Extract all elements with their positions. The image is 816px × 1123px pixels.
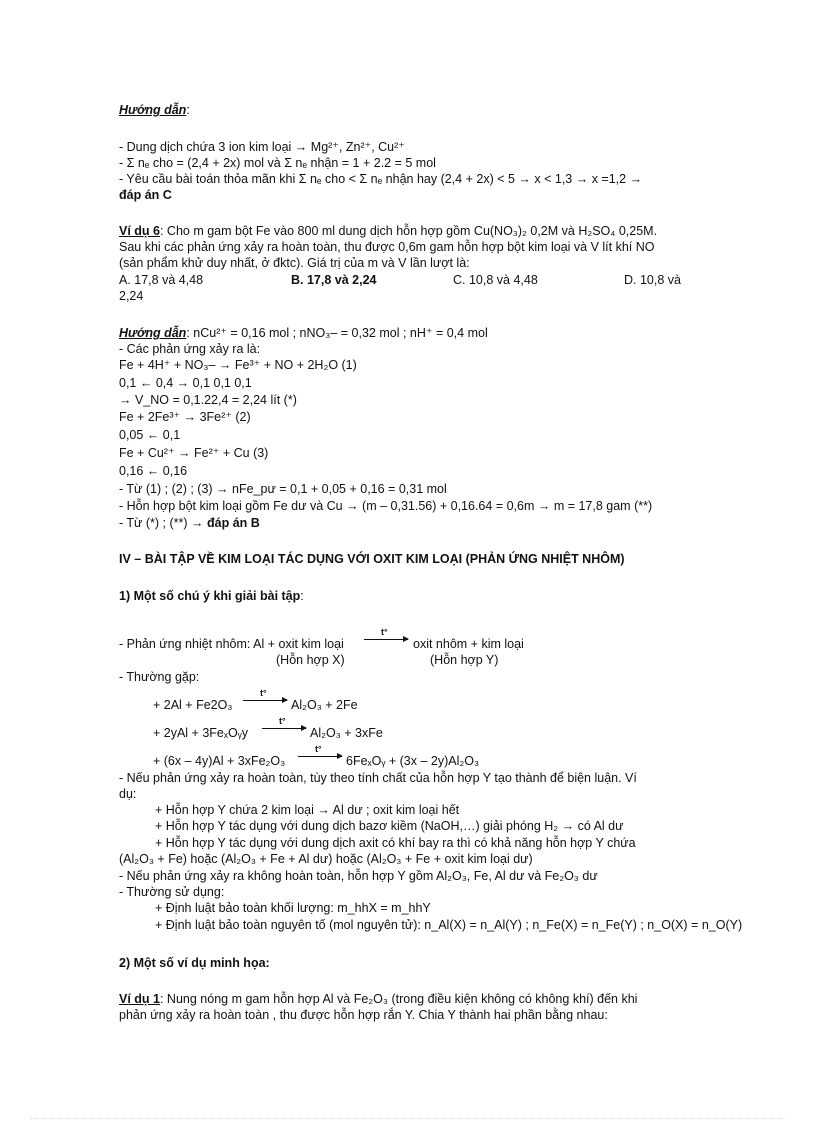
right-arrow-icon: [243, 700, 287, 701]
right-arrow-icon: [262, 728, 306, 729]
reaction2-right: Al₂O₃ + 3xFe: [310, 726, 383, 740]
text-line: → V_NO = 0,1.22,4 = 2,24 lít (*): [119, 393, 297, 407]
text-line: - Các phản ứng xảy ra là:: [119, 342, 261, 356]
option-d-cont: 2,24: [119, 289, 144, 303]
example1-label: Ví dụ 1: [119, 992, 160, 1006]
solution-heading-line: [119, 326, 488, 341]
text-line: - Nếu phản ứng xảy ra hoàn toàn, tùy theo tính chất của hỗn hợp Y tạo thành để biện luận. Ví: [119, 771, 637, 785]
reaction-right: oxit nhôm + kim loại: [413, 637, 524, 651]
equation-3: Fe + Cu²⁺ → Fe²⁺ + Cu (3): [119, 446, 269, 460]
text-line: + Hỗn hợp Y chứa 2 kim loại → Al dư ; oxit kim loại hết: [155, 803, 460, 817]
equation-1: Fe + 4H⁺ + NO₃– → Fe³⁺ + NO + 2H₂O (1): [119, 358, 357, 372]
reaction1-left: + 2Al + Fe2O₃: [153, 698, 233, 712]
right-arrow-icon: [298, 756, 342, 757]
option-b: B. 17,8 và 2,24: [291, 273, 377, 287]
text-line: - Từ (1) ; (2) ; (3) → nFe_pư = 0,1 + 0,05 + 0,16 = 0,31 mol: [119, 482, 447, 496]
mixture-y: (Hỗn hợp Y): [430, 653, 499, 667]
heat-label: t°: [381, 627, 388, 637]
reaction1-arrow: [243, 688, 289, 708]
right-arrow-icon: [364, 639, 408, 640]
heat-label: t°: [260, 688, 267, 698]
text-line: 0,1 ← 0,4 → 0,1 0,1 0,1: [119, 376, 252, 390]
text-line: + Định luật bảo toàn nguyên tố (mol nguyên tử): n_Al(X) = n_Al(Y) ; n_Fe(X) = n_Fe(Y) ; n_O(X) = n_O(Y): [155, 918, 743, 932]
text-line: + Hỗn hợp Y tác dụng với dung dịch bazơ kiềm (NaOH,…) giải phóng H₂ → có Al dư: [155, 819, 624, 833]
example1-text: : Nung nóng m gam hỗn hợp Al và Fe₂O₃ (trong điều kiện không có không khí) đến khi: [159, 992, 638, 1006]
reaction2-left: + 2yAl + 3FeₓOᵧy: [153, 726, 248, 740]
text-line: - Dung dịch chứa 3 ion kim loại → Mg²⁺, Zn²⁺, Cu²⁺: [119, 140, 405, 154]
reaction-arrow: [364, 627, 410, 647]
text-line: + Hỗn hợp Y tác dụng với dung dịch axit có khí bay ra thì có khả năng hỗn hợp Y chứa: [155, 836, 636, 850]
text-line: - Yêu cầu bài toán thỏa mãn khi Σ nₑ cho < Σ nₑ nhận hay (2,4 + 2x) < 5 → x < 1,3 → x =1,2 →: [119, 172, 643, 186]
reaction2-arrow: [262, 716, 308, 736]
mixture-x: (Hỗn hợp X): [276, 653, 345, 667]
example6-label: Ví dụ 6: [119, 224, 160, 238]
heat-label: t°: [315, 744, 322, 754]
text-line: - Thường sử dụng:: [119, 885, 225, 899]
text-line: phản ứng xảy ra hoàn toàn , thu được hỗn hợp rắn Y. Chia Y thành hai phần bằng nhau:: [119, 1008, 608, 1022]
text-line: 0,16 ← 0,16: [119, 464, 188, 478]
option-c: C. 10,8 và 4,48: [453, 273, 538, 287]
section-title: IV – BÀI TẬP VỀ KIM LOẠI TÁC DỤNG VỚI OXIT KIM LOẠI (PHẢN ỨNG NHIỆT NHÔM): [119, 552, 625, 566]
option-d: D. 10,8 và: [624, 273, 681, 287]
text-line: - Hỗn hợp bột kim loại gồm Fe dư và Cu → (m – 0,31.56) + 0,16.64 = 0,6m → m = 17,8 gam (**): [119, 499, 653, 513]
example1-line1: [119, 992, 637, 1007]
example6-line1: [119, 224, 657, 239]
subheading-1: [119, 589, 304, 604]
subheading-1-text: 1) Một số chú ý khi giải bài tập: [119, 589, 301, 603]
page-divider: [30, 1118, 786, 1119]
text-line: - Nếu phản ứng xảy ra không hoàn toàn, hỗn hợp Y gồm Al₂O₃, Fe, Al dư và Fe₂O₃ dư: [119, 869, 598, 883]
text-line: Sau khi các phản ứng xảy ra hoàn toàn, thu được 0,6m gam hỗn hợp bột kim loại và V lít khí NO: [119, 240, 655, 254]
solution-heading: Hướng dẫn: [119, 326, 187, 340]
text-line: 0,05 ← 0,1: [119, 428, 181, 442]
text-line: dụ:: [119, 787, 137, 801]
conclusion-line: [119, 516, 260, 531]
reaction3-arrow: [298, 744, 344, 764]
reaction3-left: + (6x – 4y)Al + 3xFe₂O₃: [153, 754, 286, 768]
answer-b: đáp án B: [207, 516, 260, 530]
example6-text: : Cho m gam bột Fe vào 800 ml dung dịch hỗn hợp gồm Cu(NO₃)₂ 0,2M và H₂SO₄ 0,25M.: [159, 224, 658, 238]
option-a: A. 17,8 và 4,48: [119, 273, 204, 287]
reaction-left: - Phản ứng nhiệt nhôm: Al + oxit kim loại: [119, 637, 344, 651]
text-line: + Định luật bảo toàn khối lượng: m_hhX = m_hhY: [155, 901, 431, 915]
answer-c: đáp án C: [119, 188, 172, 202]
conclusion-text: - Từ (*) ; (**) →: [119, 516, 207, 530]
reaction3-right: 6FeₓOᵧ + (3x – 2y)Al₂O₃: [346, 754, 480, 768]
equation-2: Fe + 2Fe³⁺ → 3Fe²⁺ (2): [119, 410, 251, 424]
reaction1-right: Al₂O₃ + 2Fe: [291, 698, 358, 712]
subheading-2: 2) Một số ví dụ minh họa:: [119, 956, 270, 970]
heat-label: t°: [279, 716, 286, 726]
subheading-1-colon: :: [300, 589, 304, 603]
text-line: (Al₂O₃ + Fe) hoặc (Al₂O₃ + Fe + Al dư) hoặc (Al₂O₃ + Fe + oxit kim loại dư): [119, 852, 533, 866]
common-label: - Thường gặp:: [119, 670, 200, 684]
text-line: - Σ nₑ cho = (2,4 + 2x) mol và Σ nₑ nhận = 1 + 2.2 = 5 mol: [119, 156, 436, 170]
solution-head-rest: : nCu²⁺ = 0,16 mol ; nNO₃– = 0,32 mol ; nH⁺ = 0,4 mol: [186, 326, 488, 340]
text-line: (sản phẩm khử duy nhất, ở đktc). Giá trị của m và V lần lượt là:: [119, 256, 470, 270]
guide-heading-line: Hướng dẫn:: [119, 103, 190, 117]
guide-heading: Hướng dẫn: [119, 103, 187, 117]
